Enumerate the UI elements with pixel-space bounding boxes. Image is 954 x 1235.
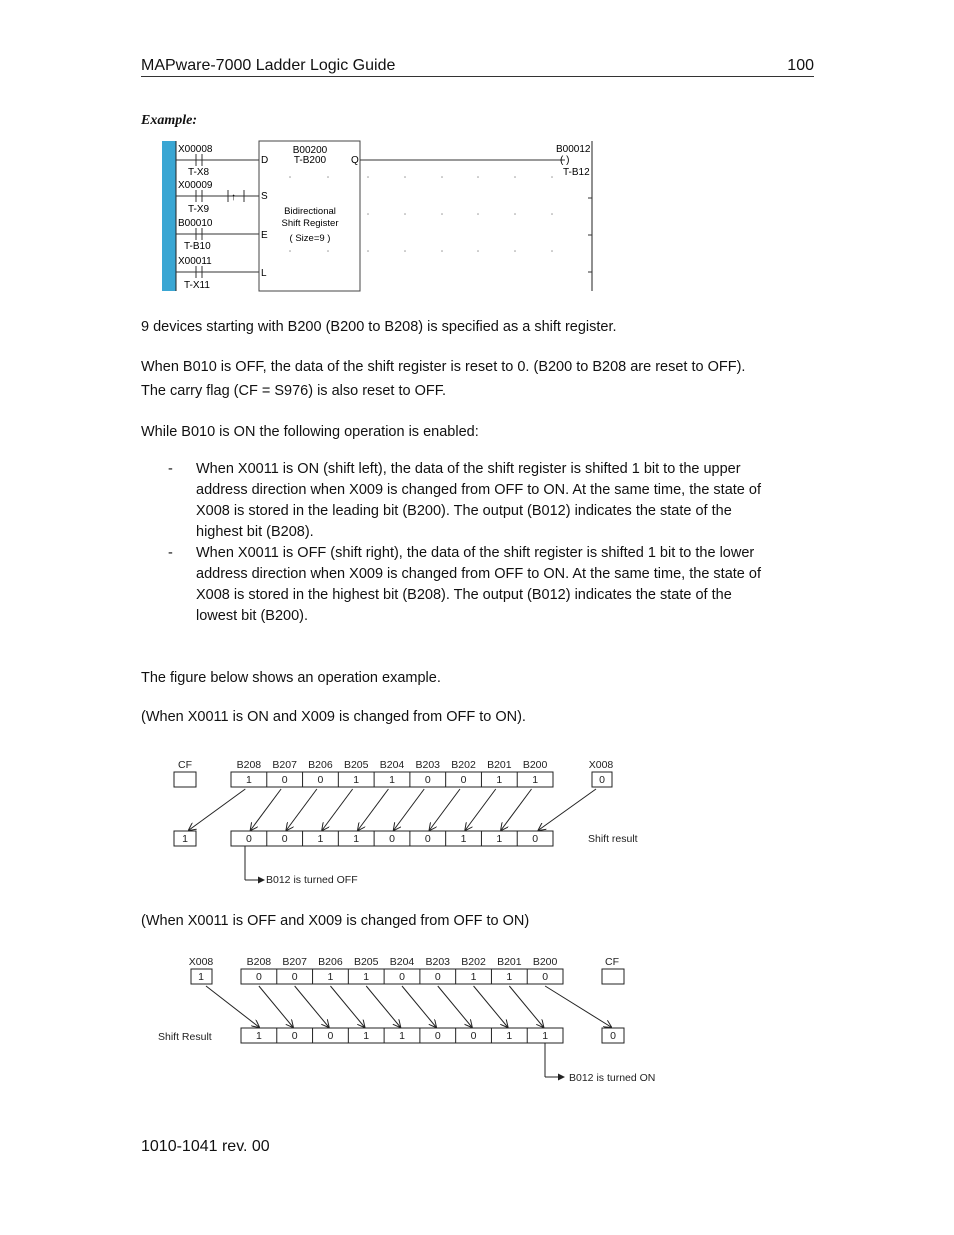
- bullet-line: lowest bit (B200).: [196, 608, 309, 624]
- bit-before-value: 1: [470, 971, 477, 983]
- bit-before-value: 0: [434, 971, 441, 983]
- bit-before-value: 1: [389, 774, 395, 786]
- bit-label: B206: [308, 759, 333, 771]
- paragraph-reset-line1: When B010 is OFF, the data of the shift register is reset to 0. (B200 to B208 are reset to OFF).: [141, 359, 746, 375]
- pin-q: Q: [351, 155, 359, 166]
- block-tag: T-B200: [293, 155, 327, 166]
- bit-before-value: 1: [327, 971, 334, 983]
- cf-label: CF: [178, 759, 192, 771]
- bit-after-value: 1: [399, 1030, 405, 1042]
- coil-icon: ( ): [560, 155, 570, 166]
- shift-arrow: [545, 986, 611, 1027]
- bit-label: B203: [415, 759, 441, 771]
- bit-before-value: 0: [291, 971, 298, 983]
- shift-arrow: [330, 986, 364, 1027]
- bit-after-value: 0: [389, 833, 395, 845]
- bit-after-value: 1: [353, 833, 360, 845]
- shift-arrow: [189, 789, 245, 830]
- shift-arrow: [295, 986, 329, 1027]
- shift-right-diagram: [150, 950, 680, 1088]
- bit-after-value: 1: [363, 1030, 370, 1042]
- shift-result-label: Shift Result: [158, 1031, 212, 1043]
- shift-arrow: [366, 986, 400, 1027]
- shift-arrow: [539, 789, 596, 830]
- bit-label: B201: [487, 759, 512, 771]
- bit-after-value: 0: [434, 1030, 441, 1042]
- paragraph-operation-enabled: While B010 is ON the following operation is enabled:: [141, 424, 479, 440]
- bit-label: B200: [532, 956, 558, 968]
- bit-after-value: 1: [317, 833, 324, 845]
- bit-after-value: 0: [281, 833, 288, 845]
- contact-address: X00011: [178, 256, 212, 267]
- bit-before-value: 1: [532, 774, 539, 786]
- bit-label: B207: [282, 956, 307, 968]
- bit-label: B202: [461, 956, 486, 968]
- bit-before-value: 0: [317, 774, 324, 786]
- bullet-line: highest bit (B208).: [196, 524, 314, 540]
- shift-result-label: Shift result: [588, 833, 638, 845]
- bit-before-value: 1: [363, 971, 370, 983]
- bit-label: B206: [318, 956, 343, 968]
- bit-after-value: 0: [424, 833, 431, 845]
- paragraph-shift-left-case: (When X0011 is ON and X009 is changed from OFF to ON).: [141, 709, 526, 725]
- bit-before-value: 0: [399, 971, 405, 983]
- bullet-line: When X0011 is ON (shift left), the data of the shift register is shifted 1 bit to the upper: [196, 461, 741, 477]
- shift-arrow: [394, 789, 424, 830]
- pin-l: L: [261, 268, 267, 279]
- bullet-dash: -: [168, 545, 173, 561]
- bit-label: B204: [389, 956, 415, 968]
- bullet-line: When X0011 is OFF (shift right), the data of the shift register is shifted 1 bit to the lower: [196, 545, 755, 561]
- bit-before-value: 1: [245, 774, 252, 786]
- bit-label: B207: [272, 759, 297, 771]
- bit-label: B205: [343, 759, 369, 771]
- contact-address: X00008: [178, 144, 213, 155]
- page-number: 100: [787, 57, 814, 74]
- shift-arrow: [465, 789, 495, 830]
- example-label: Example:: [141, 113, 197, 128]
- bit-label: B204: [379, 759, 405, 771]
- bit-after-value: 1: [255, 1030, 262, 1042]
- shift-arrow: [438, 986, 472, 1027]
- paragraph-reset-line2: The carry flag (CF = S976) is also reset to OFF.: [141, 383, 447, 399]
- contact-tag: T-X11: [184, 280, 210, 291]
- bit-after-value: 1: [460, 833, 467, 845]
- bit-after-value: 0: [470, 1030, 477, 1042]
- bit-after-value: 0: [532, 833, 539, 845]
- bit-before-value: 0: [542, 971, 549, 983]
- cf-after-value: 0: [610, 1030, 616, 1042]
- shift-arrow: [286, 789, 316, 830]
- coil-tag: T-B12: [563, 167, 590, 178]
- header-title: MAPware-7000 Ladder Logic Guide: [141, 57, 396, 74]
- x008-label: X008: [188, 956, 214, 968]
- bit-label: B201: [497, 956, 522, 968]
- bit-before-value: 1: [496, 774, 503, 786]
- bullet-shift-right: [168, 543, 818, 627]
- shift-arrow: [259, 986, 293, 1027]
- shift-arrow: [322, 789, 352, 830]
- bit-after-value: 1: [542, 1030, 549, 1042]
- bit-label: B208: [236, 759, 262, 771]
- cf-before-box: [174, 772, 196, 787]
- shift-left-diagram: [160, 752, 660, 890]
- bullet-dash: -: [168, 461, 173, 477]
- cf-before-box: [602, 969, 624, 984]
- pin-s: S: [261, 191, 268, 202]
- b012-on-note: B012 is turned ON: [569, 1072, 656, 1084]
- bullet-line: X008 is stored in the leading bit (B200). The output (B012) indicates the state of the: [196, 503, 732, 519]
- bullet-line: address direction when X009 is changed from OFF to ON. At the same time, the state of: [196, 566, 761, 582]
- bullet-shift-left: [168, 459, 818, 543]
- paragraph-figure-intro: The figure below shows an operation example.: [141, 670, 441, 686]
- pin-e: E: [261, 230, 268, 241]
- contact-tag: T-B10: [184, 241, 211, 252]
- bit-before-value: 0: [281, 774, 288, 786]
- bit-label: B203: [425, 956, 451, 968]
- bit-after-value: 1: [506, 1030, 513, 1042]
- bit-before-value: 1: [506, 971, 513, 983]
- ladder-power-rail: [162, 141, 176, 291]
- coil-address: B00012: [556, 144, 591, 155]
- footer-doc-number: 1010-1041 rev. 00: [141, 1138, 270, 1155]
- bit-after-value: 0: [291, 1030, 298, 1042]
- bit-label: B202: [451, 759, 476, 771]
- pin-d: D: [261, 155, 269, 166]
- bullet-line: address direction when X009 is changed from OFF to ON. At the same time, the state of: [196, 482, 761, 498]
- block-size: ( Size=9 ): [289, 233, 331, 244]
- bit-after-value: 0: [245, 833, 252, 845]
- b012-off-note: B012 is turned OFF: [266, 874, 358, 886]
- block-title-line1: Bidirectional: [284, 206, 336, 217]
- block-title-line2: Shift Register: [281, 218, 339, 229]
- bit-after-value: 1: [496, 833, 503, 845]
- block-address: B00200: [292, 145, 328, 156]
- header-rule: [141, 76, 814, 77]
- contact-address: B00010: [178, 218, 213, 229]
- shift-arrow: [206, 986, 259, 1027]
- contact-tag: T-X8: [188, 167, 210, 178]
- x008-label: X008: [588, 759, 614, 771]
- shift-arrow: [474, 986, 508, 1027]
- shift-arrow: [509, 986, 543, 1027]
- shift-arrow: [430, 789, 460, 830]
- contact-address: X00009: [178, 180, 213, 191]
- x008-value: 0: [599, 774, 605, 786]
- cf-after-value: 1: [182, 833, 188, 845]
- bit-before-value: 0: [255, 971, 262, 983]
- rising-edge-icon: ↑: [231, 192, 236, 203]
- bit-label: B208: [246, 956, 272, 968]
- shift-arrow: [251, 789, 281, 830]
- paragraph-shift-right-case: (When X0011 is OFF and X009 is changed from OFF to ON): [141, 913, 530, 929]
- bit-before-value: 0: [424, 774, 431, 786]
- contact-tag: T-X9: [188, 204, 210, 215]
- shift-arrow: [501, 789, 531, 830]
- bit-after-value: 0: [327, 1030, 334, 1042]
- ladder-diagram: [160, 138, 600, 294]
- shift-arrow: [358, 789, 388, 830]
- cf-label: CF: [605, 956, 619, 968]
- paragraph-shift-register-range: 9 devices starting with B200 (B200 to B208) is specified as a shift register.: [141, 319, 617, 335]
- bit-label: B200: [522, 759, 548, 771]
- bullet-line: X008 is stored in the highest bit (B208). The output (B012) indicates the state of the: [196, 587, 732, 603]
- bit-before-value: 1: [353, 774, 360, 786]
- x008-value: 1: [198, 971, 204, 983]
- shift-arrow: [402, 986, 436, 1027]
- bit-label: B205: [353, 956, 379, 968]
- bit-before-value: 0: [460, 774, 467, 786]
